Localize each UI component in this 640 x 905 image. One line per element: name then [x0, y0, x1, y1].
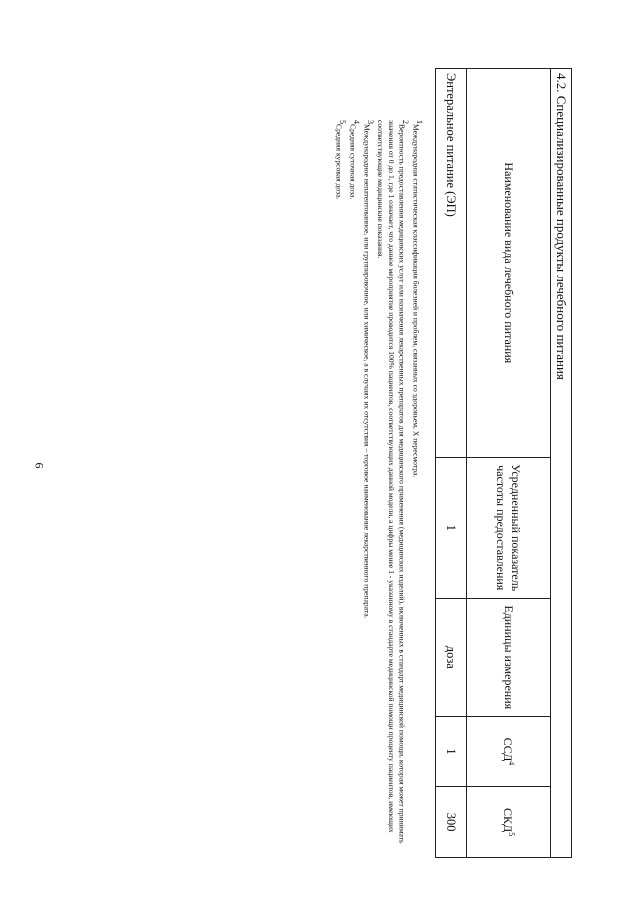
cell-units: доза: [436, 598, 467, 716]
cell-frequency: 1: [436, 457, 467, 598]
cell-skd: 300: [436, 787, 467, 858]
footnote: $^1$Международная статистическая классификация болезней и проблем, связанных со здоровьем, X пересмотра.: [411, 120, 424, 478]
page-number: 6: [32, 462, 47, 469]
header-frequency: Усредненный показатель частоты предоставления: [467, 457, 551, 598]
nutrition-table: [435, 68, 572, 858]
footnote: $^5$Средняя курсовая доза.: [334, 120, 347, 200]
footnotes: [333, 68, 424, 858]
table-row: [436, 69, 467, 858]
header-units: Единицы измерения: [467, 598, 551, 716]
header-skd: СКД$^5$: [467, 787, 551, 858]
section-title: 4.2. Специализированные продукты лечебного питания: [551, 69, 572, 858]
cell-ssd: 1: [436, 716, 467, 787]
footnote: $^3$Международное непатентованное, или группировочное, или химическое, а в случаях их отсутствия – торговое наименование лекарственного препарата.: [362, 120, 375, 619]
header-ssd: ССД$^4$: [467, 716, 551, 787]
footnote: $^2$Вероятность предоставления медицинских услуг или назначения лекарственных препаратов для медицинского применения (медицинских изделий), включенных в стандарт медицинской помощи, которая может принимать значения от 0 до 1, где 1 означает, что данное мероприятие проводится 100% пациентов, соответствующих данной модели, а цифры менее 1 - указанному в стандарте медицинской помощи проценту пациентов, имеющих соответствующие медицинские показания.: [376, 120, 410, 844]
cell-name: Энтеральное питание (ЭП): [436, 69, 467, 458]
header-name: Наименование вида лечебного питания: [467, 69, 551, 458]
footnote: $^4$Средняя суточная доза.: [348, 120, 361, 200]
rotated-page-content: [312, 68, 572, 858]
